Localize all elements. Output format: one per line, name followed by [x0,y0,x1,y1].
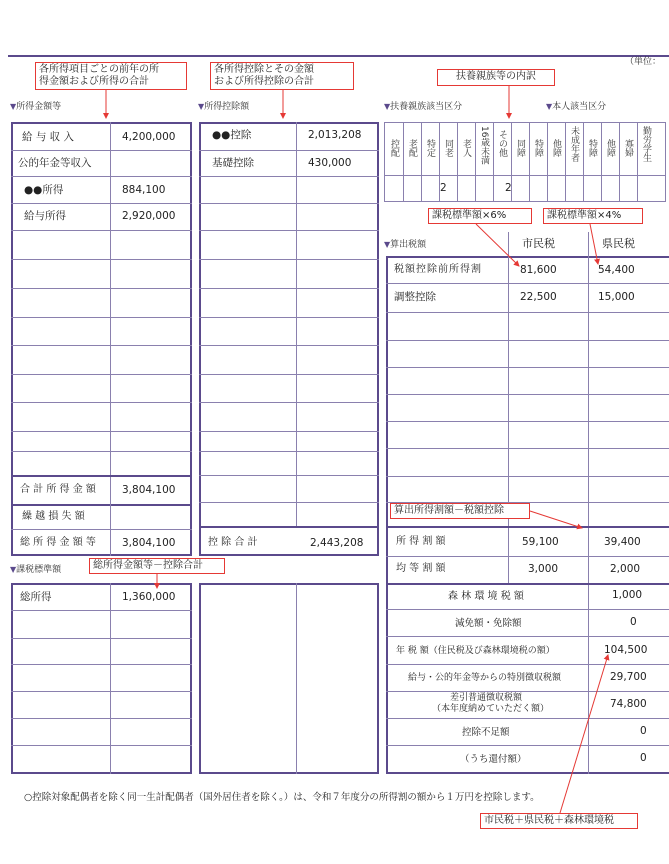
income-row-label: ●●所得 [24,184,64,196]
annual-tax-label: 年 税 額（住民税及び森林環境税の額） [396,646,555,656]
per-capita-city: 3,000 [528,563,559,575]
annotation-prev-year-income: 各所得項目ごとの前年の所 得金額および所得の合計 [35,62,187,90]
annotation-calc: 算出所得割額－税額控除 [390,503,530,519]
exemption-label: 減免額・免除額 [455,618,522,629]
dep-col-label: 控配 [389,139,399,157]
dep-count-cell: 2 [440,182,447,194]
income-row-value: 2,920,000 [122,210,176,222]
dep-count-cell: 2 [505,182,512,194]
deduction-row-label: ●●控除 [212,129,252,141]
annotation-total: 市民税＋県民税＋森林環境税 [480,813,638,829]
annotation-taxable: 総所得金額等－控除合計 [89,558,225,574]
income-row-label: 給 与 収 入 [22,131,75,143]
deduction-header: ▼所得控除額 [198,102,250,112]
grand-income-value: 3,804,100 [122,537,176,549]
income-row-value: 4,200,000 [122,131,176,143]
income-levy-pref: 39,400 [604,536,641,548]
annotation-deductions: 各所得控除とその金額 および所得控除の合計 [210,62,354,90]
income-total-label: 合 計 所 得 金 額 [20,484,96,495]
city-tax-col-header: 市民税 [522,237,555,250]
dep-col-label: 他障 [551,139,561,157]
income-row-label: 公的年金等収入 [18,157,92,169]
pre-credit-pref-value: 54,400 [598,264,635,276]
refund-value: 0 [640,752,647,764]
annual-tax-value: 104,500 [604,644,648,656]
income-levy-label: 所 得 割 額 [396,536,446,547]
income-total-value: 3,804,100 [122,484,176,496]
deduction-row-label: 基礎控除 [212,157,254,169]
deduction-row-value: 2,013,208 [308,129,362,141]
per-capita-label: 均 等 割 額 [396,563,446,574]
grand-income-label: 総 所 得 金 額 等 [20,537,96,548]
deduction-total-label: 控 除 合 計 [208,537,258,548]
dep-col-label: 16歳未満 [479,126,489,165]
deduction-total-value: 2,443,208 [310,537,364,549]
dep-col-label: 特定 [425,139,435,157]
carry-loss-label: 繰 越 損 失 額 [22,511,85,522]
forest-tax-value: 1,000 [612,589,643,601]
calc-header: ▼算出税額 [384,240,427,250]
income-row-value: 884,100 [122,184,166,196]
dep-col-label: 特障 [533,139,543,157]
forest-tax-label: 森 林 環 境 税 額 [448,591,524,602]
ordinary-collection-sublabel: （本年度納めていただく額） [432,704,550,714]
taxable-row-value: 1,360,000 [122,591,176,603]
income-header: ▼所得金額等 [10,102,62,112]
ordinary-collection-value: 74,800 [610,698,647,710]
shortfall-value: 0 [640,725,647,737]
ordinary-collection-label: 差引普通徴収税額 [450,693,523,703]
annotation-pref-rate: 課税標準額×4% [543,208,643,224]
dep-col-label: 老配 [407,139,417,157]
special-collection-label: 給与・公的年金等からの特別徴収税額 [408,673,562,683]
dep-col-label: 未成年者 [569,126,579,162]
dependents-header: ▼扶養親族該当区分 [384,102,463,112]
deduction-row-value: 430,000 [308,157,352,169]
dep-col-label: 同障 [515,139,525,157]
special-collection-value: 29,700 [610,671,647,683]
pre-credit-city-value: 81,600 [520,264,557,276]
per-capita-pref: 2,000 [610,563,641,575]
dep-col-label: 老人 [461,139,471,157]
dep-col-label: 同老 [443,139,453,157]
exemption-value: 0 [630,616,637,628]
self-category-header: ▼本人該当区分 [546,102,607,112]
dep-col-label: 他障 [605,139,615,157]
taxable-header: ▼課税標準額 [10,565,62,575]
adjustment-label: 調整控除 [394,291,436,303]
dep-col-label: 勤労学生 [641,126,651,162]
dep-col-label: 特障 [587,139,597,157]
pref-tax-col-header: 県民税 [602,237,635,250]
dep-col-label: その他 [497,130,507,157]
pre-credit-tax-label: 税額控除前所得割 [394,264,482,275]
income-row-label: 給与所得 [24,210,66,222]
unit-label: （単位： [625,57,662,67]
shortfall-label: 控除不足額 [462,727,510,738]
adjustment-city-value: 22,500 [520,291,557,303]
adjustment-pref-value: 15,000 [598,291,635,303]
income-levy-city: 59,100 [522,536,559,548]
annotation-city-rate: 課税標準額×6% [428,208,532,224]
annotation-dependents: 扶養親族等の内訳 [437,69,555,86]
taxable-row-label: 総所得 [20,591,52,603]
dep-col-label: 寡婦 [623,139,633,157]
footnote: ○控除対象配偶者を除く同一生計配偶者（国外居住者を除く。）は、令和７年度分の所得割の額から１万円を控除します。 [24,792,540,803]
refund-label: （うち還付額） [460,754,527,765]
